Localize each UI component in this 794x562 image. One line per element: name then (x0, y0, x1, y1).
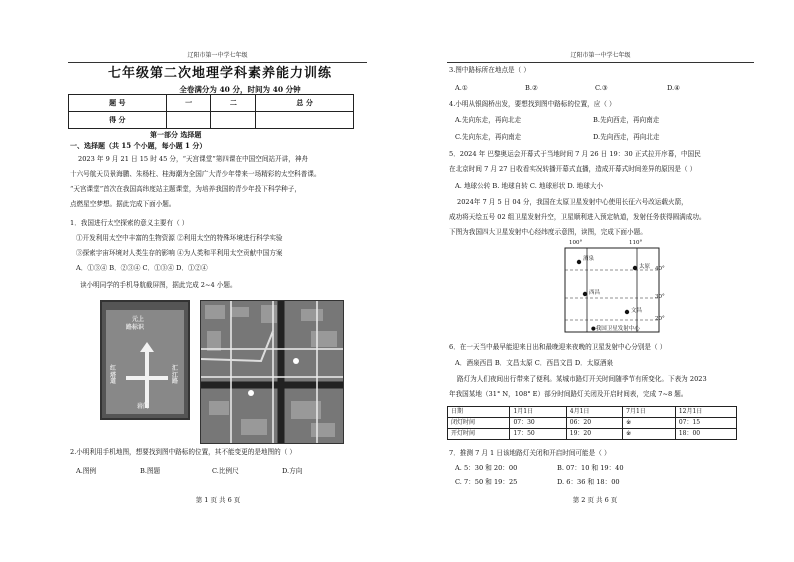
intro-line: 十六号航天员景海鹏、朱杨柱、桂海潮为全国广大青少年带来一场精彩的太空科普课。 (70, 170, 321, 178)
question-3-choice: B.② (525, 84, 538, 92)
lat-label: 20° (655, 316, 665, 322)
sign-label: 路标识 (126, 324, 145, 331)
intro-line: 点燃星空梦想。据此完成下面小题。 (70, 200, 176, 208)
question-6-choices: A．酒泉西昌 B．文昌太原 C．西昌文昌 D．太原酒泉 (455, 359, 614, 367)
table-cell: 19：20 (566, 429, 622, 440)
sign-label: 岩门 (137, 402, 150, 410)
question-4-choice: D.先向西走，再向北走 (593, 133, 660, 141)
exam-title: 七年级第二次地理学科素养能力训练 (107, 66, 332, 81)
exam-subtitle: 全卷满分为 40 分，时间为 40 分钟 (179, 85, 301, 94)
lon-label: 100° (569, 240, 583, 246)
question-6: 6．在一天当中最早能迎来日出和最晚迎来夜晚的卫星发射中心分别是（ ） (449, 343, 667, 351)
page-footer: 第 1 页 共 6 页 (195, 496, 241, 504)
table-header-cell: 7月1日 (623, 407, 676, 418)
table-cell: 18：00 (675, 429, 736, 440)
question-4: 4.小明从银阁桥出发，要想找到图中路标的位置，应（ ） (449, 100, 616, 108)
score-cell: 一 (166, 95, 211, 112)
q7-intro-line: 年我国某地（31° N，108° E）部分时间路灯关闭及开启时间表，完成 7~8 题。 (449, 390, 688, 398)
table-header-cell: 1月1日 (510, 407, 566, 418)
road-sign-photo (100, 300, 190, 420)
part-title: 第一部分 选择题 (150, 130, 202, 139)
score-cell (166, 112, 211, 129)
question-7-option: C. 7：50 和 19：25 (455, 478, 518, 486)
question-3-choice: C.③ (595, 84, 608, 92)
page-header: 辽阳市第一中学七年级 (447, 52, 754, 63)
table-header-cell: 4月1日 (566, 407, 622, 418)
map-question-intro: 读小明同学的手机导航截屏图，据此完成 2~4 小题。 (80, 281, 237, 289)
question-4-choice: B.先向西走，再向南走 (593, 116, 660, 124)
navigation-map-screenshot (200, 300, 344, 444)
question-1-option: ①开发利用太空中丰富的生物资源 ②利用太空的特殊环境进行科学实验 (76, 234, 283, 242)
table-header-cell: 12月1日 (675, 407, 736, 418)
sign-label: 元上 (132, 316, 145, 323)
city-label: 太原 (639, 264, 651, 270)
lon-label: 110° (629, 240, 643, 246)
map-legend: ●我国卫星发射中心 (591, 326, 640, 332)
question-1: 1．我国进行太空探索的意义主要有（ ） (70, 219, 189, 227)
question-1-option: ③探索宇宙环境对人类生存的影响 ④为人类和平利用太空贡献中国方案 (76, 249, 283, 257)
question-5-choices: A. 地球公转 B. 地球自转 C. 地球形状 D. 地球大小 (455, 182, 604, 190)
table-cell: 17：50 (510, 429, 566, 440)
page-2 (397, 0, 794, 562)
table-cell: 闭灯时间 (448, 418, 510, 429)
question-5: 在北京时间 7 月 27 日收看实况转播开幕式直播，造成开幕式时间差异的原因是（ ） (449, 165, 697, 173)
question-2-choice: C.比例尺 (212, 467, 239, 475)
table-cell: 开灯时间 (448, 429, 510, 440)
question-3-choice: A.① (455, 84, 468, 92)
question-3-choice: D.④ (667, 84, 681, 92)
question-2-choice: B.图题 (140, 467, 161, 475)
launch-center-map (547, 240, 667, 342)
question-4-choice: A.先向东走，再向北走 (455, 116, 522, 124)
streetlight-time-table (447, 406, 737, 440)
score-cell: 得 分 (69, 112, 167, 129)
page-footer: 第 2 页 共 6 页 (572, 496, 618, 504)
question-3: 3.图中路标所在地点是（ ） (449, 66, 530, 74)
score-cell (211, 112, 256, 129)
sign-label: 汇江路 (172, 365, 179, 386)
table-cell: 07：30 (510, 418, 566, 429)
question-2: 2.小明利用手机地图，想要找到图中路标的位置，其不能变更的是地图的（ ） (70, 448, 296, 456)
score-cell: 二 (211, 95, 256, 112)
section-title: 一、选择题（共 15 个小题，每小题 1 分） (70, 141, 207, 150)
question-7-option: D. 6：36 和 18：00 (557, 478, 620, 486)
arrow-up-icon (140, 342, 154, 352)
sign-label: 红塔道 (110, 365, 117, 386)
q7-intro-line: 路灯为人们夜间出行带来了便利。某城市路灯开关时间随季节有所变化。下表为 2023 (457, 375, 707, 383)
city-label: 文昌 (631, 308, 643, 314)
table-cell: ※ (623, 429, 676, 440)
question-1-choices: A．①③④ B．②③④ C．①③④ D．①②④ (76, 264, 208, 272)
question-2-choice: D.方向 (282, 467, 303, 475)
intro-line: 2023 年 9 月 21 日 15 时 45 分，“天宫课堂”第四课在中国空间站开讲，神舟 (78, 155, 309, 163)
city-label: 西昌 (589, 290, 601, 296)
city-label: 酒泉 (583, 256, 595, 262)
question-7-option: B. 07：10 和 19：40 (557, 464, 624, 472)
score-table (68, 94, 354, 129)
table-cell: 06：20 (566, 418, 622, 429)
q6-intro-line: 2024年 7 月 5 日 04 分，我国在太原卫星发射中心使用长征六号改运载火箭， (457, 198, 688, 206)
intro-line: “天宫课堂”首次在我国高纬度站主题课堂，为培养我国的青少年投下科学种子， (70, 185, 301, 193)
question-4-choice: C.先向东走，再向南走 (455, 133, 522, 141)
page-header: 辽阳市第一中学七年级 (68, 52, 367, 63)
question-2-choice: A.图例 (76, 467, 97, 475)
table-cell: ※ (623, 418, 676, 429)
table-cell: 07：15 (675, 418, 736, 429)
lat-label: 30° (655, 294, 665, 300)
q6-intro-line: 下图为我国四大卫星发射中心经纬度示意图，读图，完成下面小题。 (449, 228, 647, 236)
score-cell: 题 号 (69, 95, 167, 112)
q6-intro-line: 成功将天绘五号 02 组卫星发射升空，卫星顺利进入预定轨道，发射任务获得圆满成功。 (449, 213, 706, 221)
question-5: 5．2024 年 巴黎奥运会开幕式于当地时间 7 月 26 日 19：30 正式拉开序幕，中国民 (449, 150, 701, 158)
question-7-option: A. 5：30 和 20：00 (455, 464, 518, 472)
question-7: 7．推测 7 月 1 日该地路灯关闭和开启时间可能是（ ） (449, 449, 611, 457)
table-header-cell: 日期 (448, 407, 510, 418)
score-cell: 总 分 (256, 95, 354, 112)
lat-label: 40° (655, 266, 665, 272)
score-cell (256, 112, 354, 129)
